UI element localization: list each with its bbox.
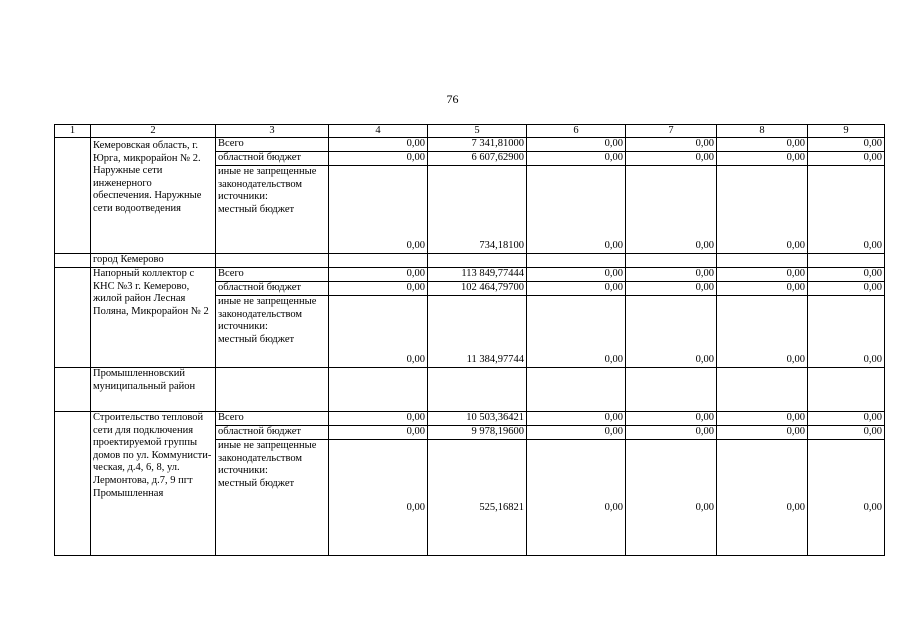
table-row <box>55 138 885 152</box>
section-row <box>55 254 885 268</box>
value-cell: 0,00 <box>626 268 717 282</box>
value-cell: 7 341,81000 <box>428 138 527 152</box>
value-cell: 11 384,97744 <box>428 296 527 368</box>
col-header-6: 6 <box>527 125 626 138</box>
source-local-label: местный бюджет <box>218 203 295 215</box>
value-cell: 0,00 <box>626 440 717 556</box>
value-cell: 0,00 <box>527 426 626 440</box>
value-cell: 0,00 <box>527 412 626 426</box>
col-header-5: 5 <box>428 125 527 138</box>
project-name: Кемеровская область, г. Юрга, микрорайон № 2. Наружные сети инженерного обеспечения. Наружные сети водоотведения <box>91 138 216 254</box>
source-label-other <box>216 296 329 368</box>
col-header-2: 2 <box>91 125 216 138</box>
value-cell: 0,00 <box>808 440 885 556</box>
col-header-8: 8 <box>717 125 808 138</box>
value-cell: 0,00 <box>717 296 808 368</box>
value-cell: 0,00 <box>329 138 428 152</box>
value-cell: 0,00 <box>808 138 885 152</box>
value-cell: 0,00 <box>808 412 885 426</box>
source-label: Всего <box>216 138 329 152</box>
row-index-cell <box>55 268 91 368</box>
value-cell: 0,00 <box>808 426 885 440</box>
value-cell: 0,00 <box>329 296 428 368</box>
value-cell: 0,00 <box>626 152 717 166</box>
value-cell: 102 464,79700 <box>428 282 527 296</box>
source-label: Всего <box>216 268 329 282</box>
value-cell: 0,00 <box>717 152 808 166</box>
source-label-other <box>216 166 329 254</box>
value-cell: 0,00 <box>808 296 885 368</box>
row-index-cell <box>55 138 91 254</box>
value-cell: 0,00 <box>527 296 626 368</box>
value-cell: 0,00 <box>717 412 808 426</box>
row-index-cell <box>55 368 91 412</box>
value-cell: 0,00 <box>329 440 428 556</box>
value-cell: 0,00 <box>527 282 626 296</box>
value-cell: 0,00 <box>717 138 808 152</box>
table-row <box>55 412 885 426</box>
value-cell: 0,00 <box>717 426 808 440</box>
value-cell: 0,00 <box>527 138 626 152</box>
value-cell: 0,00 <box>626 426 717 440</box>
page-number: 76 <box>446 92 459 106</box>
table-row <box>55 268 885 282</box>
budget-table <box>54 124 885 556</box>
source-local-label: местный бюджет <box>218 477 295 489</box>
value-cell: 0,00 <box>527 440 626 556</box>
value-cell: 0,00 <box>329 412 428 426</box>
value-cell: 0,00 <box>717 166 808 254</box>
value-cell: 0,00 <box>329 166 428 254</box>
value-cell: 0,00 <box>626 138 717 152</box>
value-cell: 0,00 <box>808 268 885 282</box>
row-index-cell <box>55 254 91 268</box>
value-cell: 0,00 <box>329 426 428 440</box>
value-cell: 0,00 <box>626 296 717 368</box>
value-cell: 113 849,77444 <box>428 268 527 282</box>
project-name: Напорный коллектор с КНС №3 г. Кемерово, жилой район Лесная Поляна, Микрорайон № 2 <box>91 268 216 368</box>
project-name: Строительство тепловой сети для подключения проектируемой группы домов по ул. Коммунисти-ческая, д.4, 6, 8, ул. Лермонтова, д.7, 9 пгт Промышленная <box>91 412 216 556</box>
section-title: город Кемерово <box>91 254 216 268</box>
source-label-other <box>216 440 329 556</box>
col-header-1: 1 <box>55 125 91 138</box>
value-cell: 0,00 <box>527 268 626 282</box>
value-cell: 0,00 <box>808 282 885 296</box>
value-cell: 0,00 <box>626 166 717 254</box>
value-cell: 0,00 <box>329 268 428 282</box>
row-index-cell <box>55 412 91 556</box>
header-row <box>55 125 885 138</box>
source-label: областной бюджет <box>216 152 329 166</box>
value-cell: 0,00 <box>626 282 717 296</box>
col-header-3: 3 <box>216 125 329 138</box>
col-header-9: 9 <box>808 125 885 138</box>
value-cell: 0,00 <box>717 282 808 296</box>
value-cell: 0,00 <box>717 440 808 556</box>
value-cell: 6 607,62900 <box>428 152 527 166</box>
source-other-label: иные не запрещенные законодательством источники: <box>218 166 317 203</box>
value-cell: 0,00 <box>808 166 885 254</box>
value-cell: 9 978,19600 <box>428 426 527 440</box>
value-cell: 0,00 <box>329 152 428 166</box>
value-cell: 0,00 <box>527 152 626 166</box>
value-cell: 734,18100 <box>428 166 527 254</box>
source-label: Всего <box>216 412 329 426</box>
value-cell: 0,00 <box>626 412 717 426</box>
section-row <box>55 368 885 412</box>
value-cell: 0,00 <box>527 166 626 254</box>
source-other-label: иные не запрещенные законодательством источники: <box>218 296 317 333</box>
value-cell: 0,00 <box>329 282 428 296</box>
source-local-label: местный бюджет <box>218 333 295 345</box>
value-cell: 525,16821 <box>428 440 527 556</box>
source-other-label: иные не запрещенные законодательством источники: <box>218 440 317 477</box>
source-label: областной бюджет <box>216 282 329 296</box>
col-header-4: 4 <box>329 125 428 138</box>
col-header-7: 7 <box>626 125 717 138</box>
section-title: Промышленновский муниципальный район <box>91 368 216 412</box>
value-cell: 0,00 <box>808 152 885 166</box>
value-cell: 10 503,36421 <box>428 412 527 426</box>
source-label: областной бюджет <box>216 426 329 440</box>
value-cell: 0,00 <box>717 268 808 282</box>
